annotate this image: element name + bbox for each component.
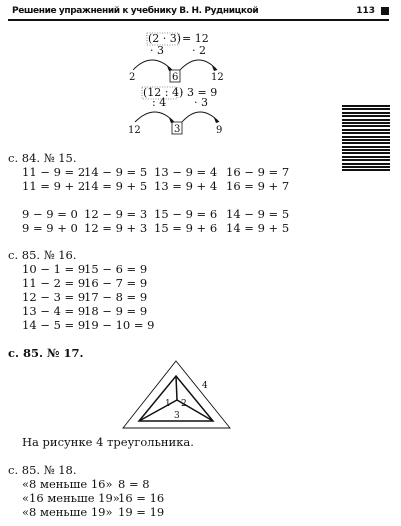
heading-17: с. 85. № 17.: [8, 346, 84, 360]
s16-r4-c1: 13 − 4 = 9: [22, 304, 86, 318]
node-3: 3: [174, 124, 181, 135]
eq2-label-left: : 4: [152, 96, 167, 109]
arc-2: [180, 60, 217, 70]
triangle-figure: [120, 358, 240, 430]
s15-b1-r1-c2: 14 − 9 = 5: [84, 165, 148, 179]
s18-r1-c1: «8 меньше 16»: [22, 477, 113, 491]
node-2: 2: [129, 72, 136, 83]
median-top: [176, 376, 177, 400]
heading-18: с. 85. № 18.: [8, 463, 77, 477]
s16-r1-c1: 10 − 1 = 9: [22, 262, 86, 276]
s17-answer: На рисунке 4 треугольника.: [22, 435, 194, 449]
s15-b2-r2-c4: 14 = 9 + 5: [226, 221, 290, 235]
header-title: Решение упражнений к учебнику В. Н. Рудницкой: [12, 6, 259, 16]
arrow-4: [214, 118, 219, 123]
arrow-2: [212, 66, 217, 71]
s18-r2-c2: 16 = 16: [118, 491, 165, 505]
eq2-right: · 3 = 9: [180, 86, 218, 99]
s16-r3-c2: 17 − 8 = 9: [84, 290, 148, 304]
s16-r3-c1: 12 − 3 = 9: [22, 290, 86, 304]
s15-b2-r1-c1: 9 − 9 = 0: [22, 207, 78, 221]
s18-r3-c2: 19 = 19: [118, 505, 165, 519]
s15-b1-r2-c2: 14 = 9 + 5: [84, 179, 148, 193]
tri-label-4: 4: [202, 381, 208, 391]
s15-b1-r1-c1: 11 − 9 = 2: [22, 165, 86, 179]
node-6: 6: [172, 72, 179, 83]
s15-b2-r2-c3: 15 = 9 + 6: [154, 221, 218, 235]
node-9: 9: [216, 125, 223, 136]
heading-16: с. 85. № 16.: [8, 248, 77, 262]
s15-b1-r2-c3: 13 = 9 + 4: [154, 179, 218, 193]
arc-1: [133, 60, 172, 70]
s16-r5-c1: 14 − 5 = 9: [22, 318, 86, 332]
page-number: 113: [356, 6, 375, 16]
eq2-left: (12 : 4): [143, 86, 184, 99]
s16-r2-c2: 16 − 7 = 9: [84, 276, 148, 290]
s16-r5-c2: 19 − 10 = 9: [84, 318, 155, 332]
s18-r2-c1: «16 меньше 19»: [22, 491, 120, 505]
s15-b1-r2-c1: 11 = 9 + 2: [22, 179, 86, 193]
s15-b2-r2-c2: 12 = 9 + 3: [84, 221, 148, 235]
node-12b: 12: [128, 125, 141, 136]
eq1-label-right: · 2: [192, 44, 206, 57]
arc-4: [182, 112, 219, 122]
tri-label-2: 2: [181, 399, 187, 409]
eq1-left: (2 · 3): [148, 32, 182, 45]
node-12: 12: [211, 72, 224, 83]
eq1-right: = 12: [182, 32, 209, 45]
s15-b2-r2-c1: 9 = 9 + 0: [22, 221, 78, 235]
heading-15: с. 84. № 15.: [8, 151, 77, 165]
s15-b2-r1-c3: 15 − 9 = 6: [154, 207, 218, 221]
s16-r1-c2: 15 − 6 = 9: [84, 262, 148, 276]
s16-r2-c1: 11 − 2 = 9: [22, 276, 86, 290]
tri-label-3: 3: [174, 411, 180, 421]
tri-label-1: 1: [165, 399, 171, 409]
s16-r4-c2: 18 − 9 = 9: [84, 304, 148, 318]
s15-b1-r1-c3: 13 − 9 = 4: [154, 165, 218, 179]
eq1-label-left: · 3: [150, 44, 164, 57]
arc-3: [135, 112, 174, 122]
s15-b2-r1-c4: 14 − 9 = 5: [226, 207, 290, 221]
s18-r1-c2: 8 = 8: [118, 477, 150, 491]
median-left: [139, 400, 177, 421]
s15-b1-r1-c4: 16 − 9 = 7: [226, 165, 290, 179]
eq2-label-right: · 3: [194, 96, 208, 109]
s18-r3-c1: «8 меньше 19»: [22, 505, 113, 519]
top-diagrams: [0, 0, 401, 140]
s15-b1-r2-c4: 16 = 9 + 7: [226, 179, 290, 193]
s15-b2-r1-c2: 12 − 9 = 3: [84, 207, 148, 221]
